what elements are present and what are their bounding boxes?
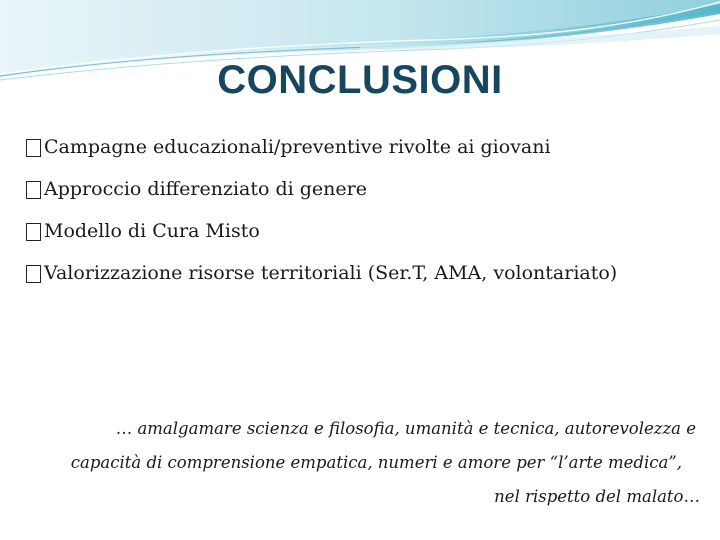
bullet-text: Modello di Cura Misto [44,220,260,242]
bullet-item [26,252,706,294]
bullet-text: Valorizzazione risorse territoriali (Ser.T, AMA, volontariato) [44,262,618,284]
bullet-text: Approccio differenziato di genere [44,178,367,200]
bullet-item [26,210,706,252]
bullet-text: Campagne educazionali/preventive rivolte ai giovani [44,136,551,158]
square-bullet-icon [26,223,41,241]
square-bullet-icon [26,181,41,199]
page-title-text: CONCLUSIONI [217,58,503,102]
quote-line: nel rispetto del malato… [494,487,700,506]
quote-line: capacità di comprensione empatica, numeri e amore per “l’arte medica”, [70,453,682,472]
bullet-item [26,168,706,210]
page-title [0,58,720,102]
closing-quote [40,412,700,514]
bullet-item [26,126,706,168]
square-bullet-icon [26,265,41,283]
bullet-list [26,126,706,294]
square-bullet-icon [26,139,41,157]
quote-line: … amalgamare scienza e filosofia, umanità e tecnica, autorevolezza e [115,419,696,438]
